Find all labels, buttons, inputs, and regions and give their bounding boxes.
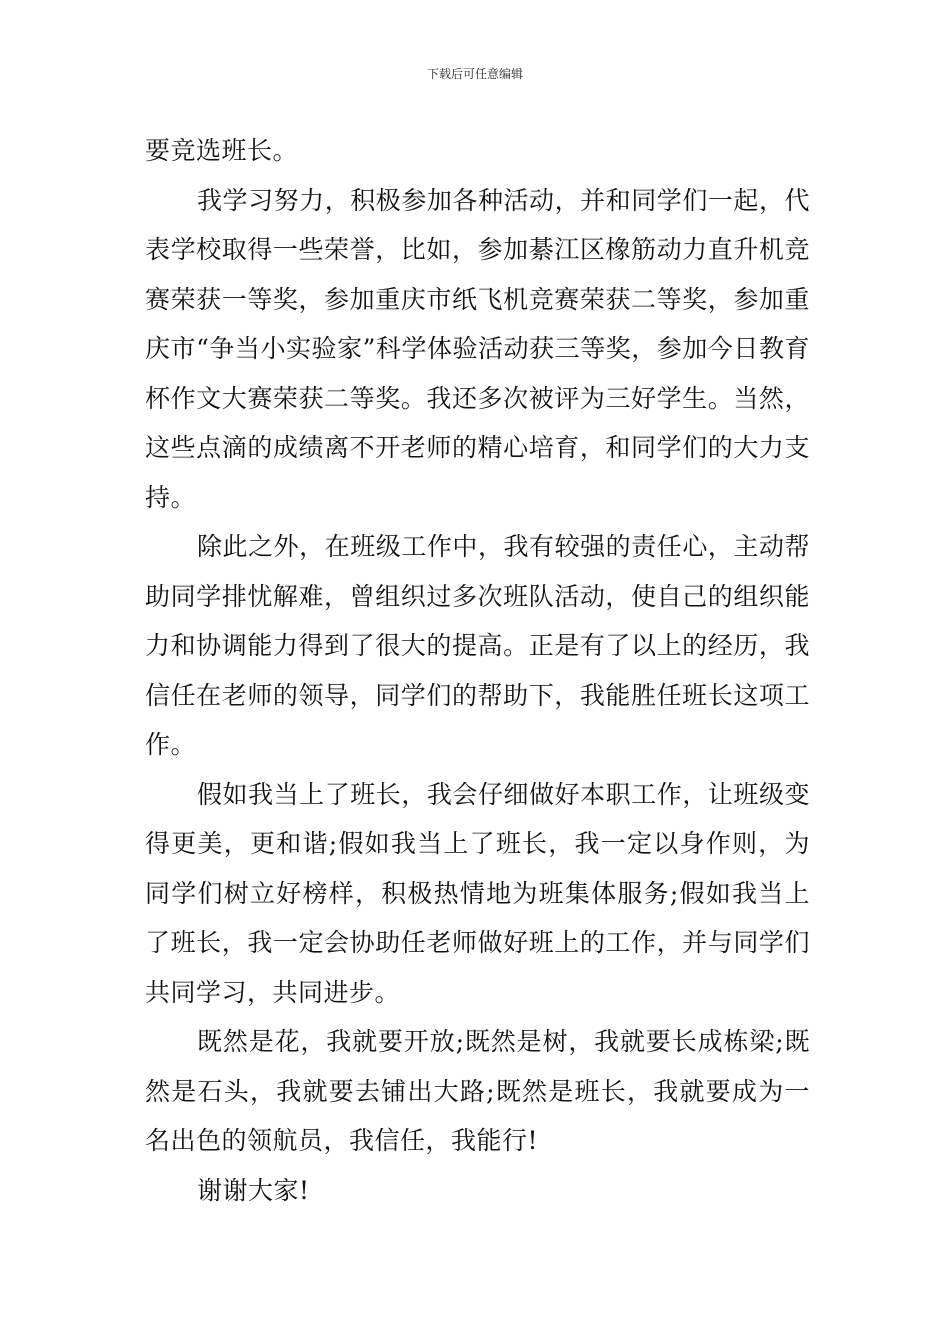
- page-header: 下载后可任意编辑: [426, 67, 523, 81]
- paragraph: 谢谢大家!: [197, 1175, 310, 1205]
- document-body: [145, 126, 810, 1215]
- paragraph: 除此之外，在班级工作中，我有较强的责任心，主动帮助同学排忧解难，曾组织过多次班队活动，使自己的组织能力和协调能力得到了很大的提高。正是有了以上的经历，我信任在老师的领导，同学们的帮助下，我能胜任班长这项工作。: [145, 532, 810, 759]
- paragraph: 我学习努力，积极参加各种活动，并和同学们一起，代表学校取得一些荣誉，比如，参加綦江区橡筋动力直升机竞赛荣获一等奖，参加重庆市纸飞机竞赛荣获二等奖，参加重庆市“争当小实验家”科学体验活动获三等奖，参加今日教育杯作文大赛荣获二等奖。我还多次被评为三好学生。当然，这些点滴的成绩离不开老师的精心培育，和同学们的大力支持。: [145, 185, 810, 512]
- paragraph: 要竞选班长。: [145, 136, 299, 165]
- paragraph: 既然是花，我就要开放;既然是树，我就要长成栋梁;既然是石头，我就要去铺出大路;既然是班长，我就要成为一名出色的领航员，我信任，我能行!: [145, 1027, 810, 1155]
- paragraph: 假如我当上了班长，我会仔细做好本职工作，让班级变得更美，更和谐;假如我当上了班长，我一定以身作则，为同学们树立好榜样，积极热情地为班集体服务;假如我当上了班长，我一定会协助任老师做好班上的工作，并与同学们共同学习，共同进步。: [145, 779, 810, 1007]
